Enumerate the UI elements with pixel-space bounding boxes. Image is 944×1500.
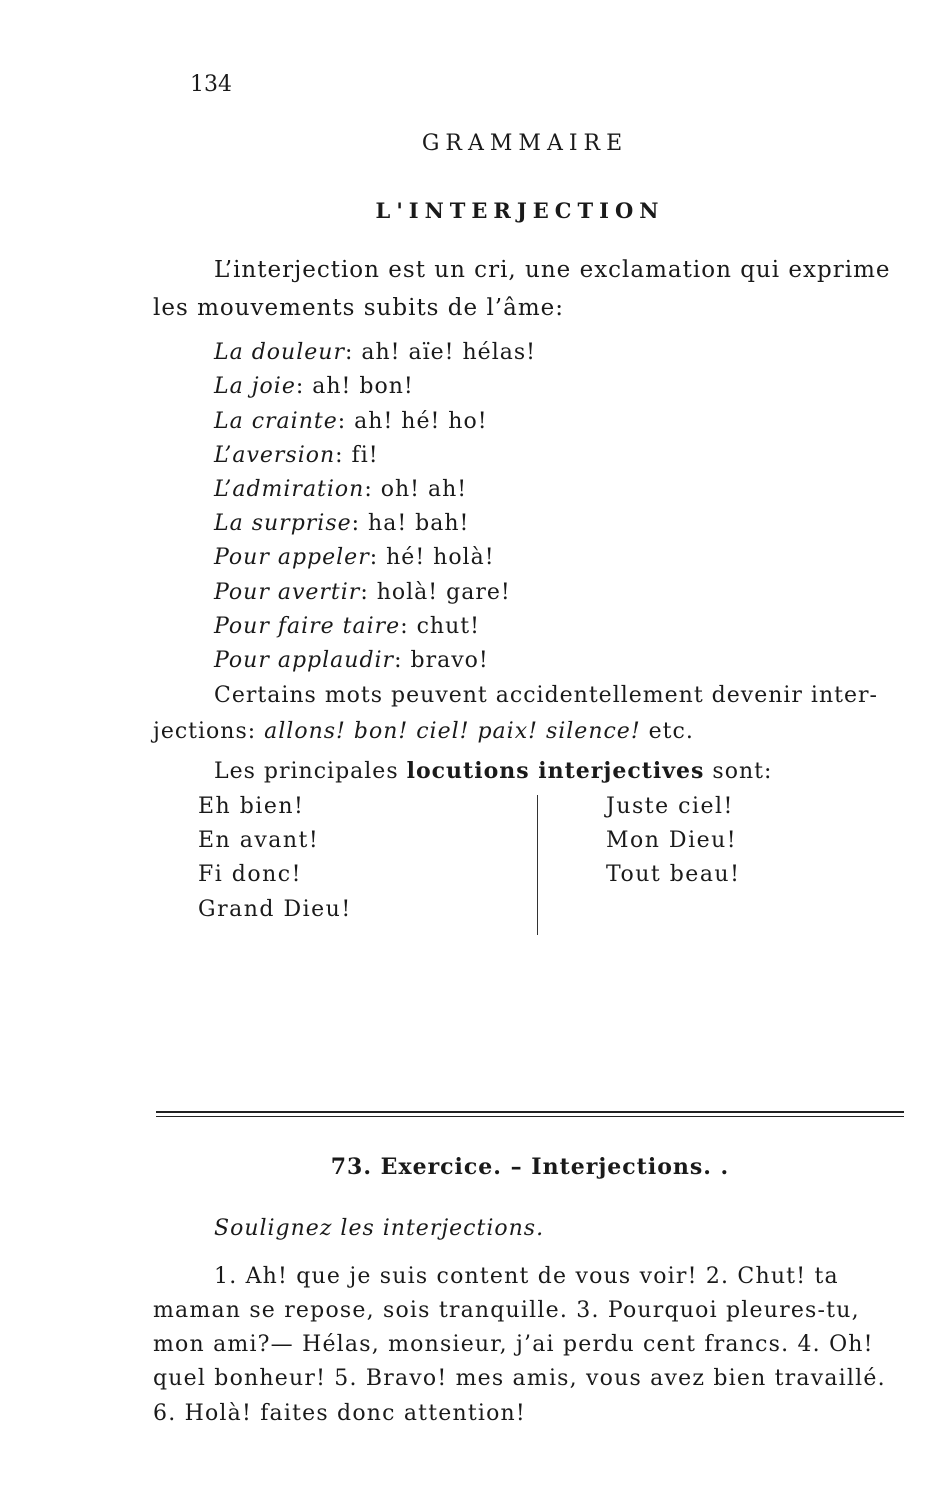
chapter-title: L'INTERJECTION [375,198,665,223]
note-examples: allons! bon! ciel! paix! silence! [264,719,641,744]
exercise-line: quel bonheur! 5. Bravo! mes amis, vous avez bien travaillé. [153,1366,886,1391]
exercise-line: 6. Holà! faites donc attention! [153,1401,526,1426]
example-line [214,614,480,639]
example-line [214,409,488,434]
example-values: : ah! hé! ho! [337,409,488,434]
example-label: La joie [214,374,296,399]
column-divider [537,795,538,935]
exercise-line: mon ami?— Hélas, monsieur, j’ai perdu cent francs. 4. Oh! [153,1332,874,1357]
locution-right: Mon Dieu! [606,828,738,853]
example-values: : ah! bon! [295,374,414,399]
locution-left: En avant! [198,828,320,853]
example-label: Pour faire taire [214,614,401,639]
example-label: L’admiration [214,477,365,502]
section-title: GRAMMAIRE [421,131,629,156]
example-line [214,477,467,502]
locution-right: Juste ciel! [606,794,734,819]
example-values: : bravo! [394,648,489,673]
example-label: Pour avertir [214,580,361,605]
locutions-intro-prefix: Les principales [214,759,407,784]
exercise-title: 73. Exercice. – Interjections. . [330,1154,730,1180]
locution-right: Tout beau! [606,862,741,887]
example-label: Pour applaudir [214,648,395,673]
section-rule-thick [156,1111,904,1113]
locution-left: Fi donc! [198,862,302,887]
example-values: : fi! [335,443,379,468]
definition-line-2: les mouvements subits de l’âme: [153,295,564,321]
note-line-1: Certains mots peuvent accidentellement devenir inter- [214,683,878,708]
section-rule-thin [156,1116,904,1117]
example-line [214,340,536,365]
example-label: La crainte [214,409,338,434]
example-line [214,511,469,536]
example-line [214,443,379,468]
example-line [214,545,495,570]
example-line [214,580,511,605]
exercise-instruction: Soulignez les interjections. [214,1216,545,1241]
example-line [214,374,414,399]
locution-left: Eh bien! [198,794,305,819]
example-values: : ha! bah! [351,511,470,536]
example-label: La surprise [214,511,352,536]
exercise-line: maman se repose, sois tranquille. 3. Pourquoi pleures-tu, [153,1298,860,1323]
definition-line-1: L’interjection est un cri, une exclamation qui exprime [214,257,891,283]
example-values: : oh! ah! [364,477,468,502]
example-values: : hé! holà! [369,545,495,570]
note-prefix: jections: [153,719,265,744]
exercise-line: 1. Ah! que je suis content de vous voir! 2. Chut! ta [214,1264,839,1289]
example-label: L’aversion [214,443,336,468]
example-label: Pour appeler [214,545,370,570]
example-values: : ah! aïe! hélas! [344,340,536,365]
example-values: : chut! [400,614,480,639]
example-values: : holà! gare! [360,580,511,605]
example-line [214,648,489,673]
locutions-intro [214,758,772,784]
page-number: 134 [190,72,232,97]
locutions-keyword: locutions interjectives [406,758,705,784]
note-line-2 [153,719,694,744]
locution-left: Grand Dieu! [198,897,352,922]
locutions-intro-suffix: sont: [704,759,773,784]
note-suffix: etc. [640,719,694,744]
example-label: La douleur [214,340,345,365]
